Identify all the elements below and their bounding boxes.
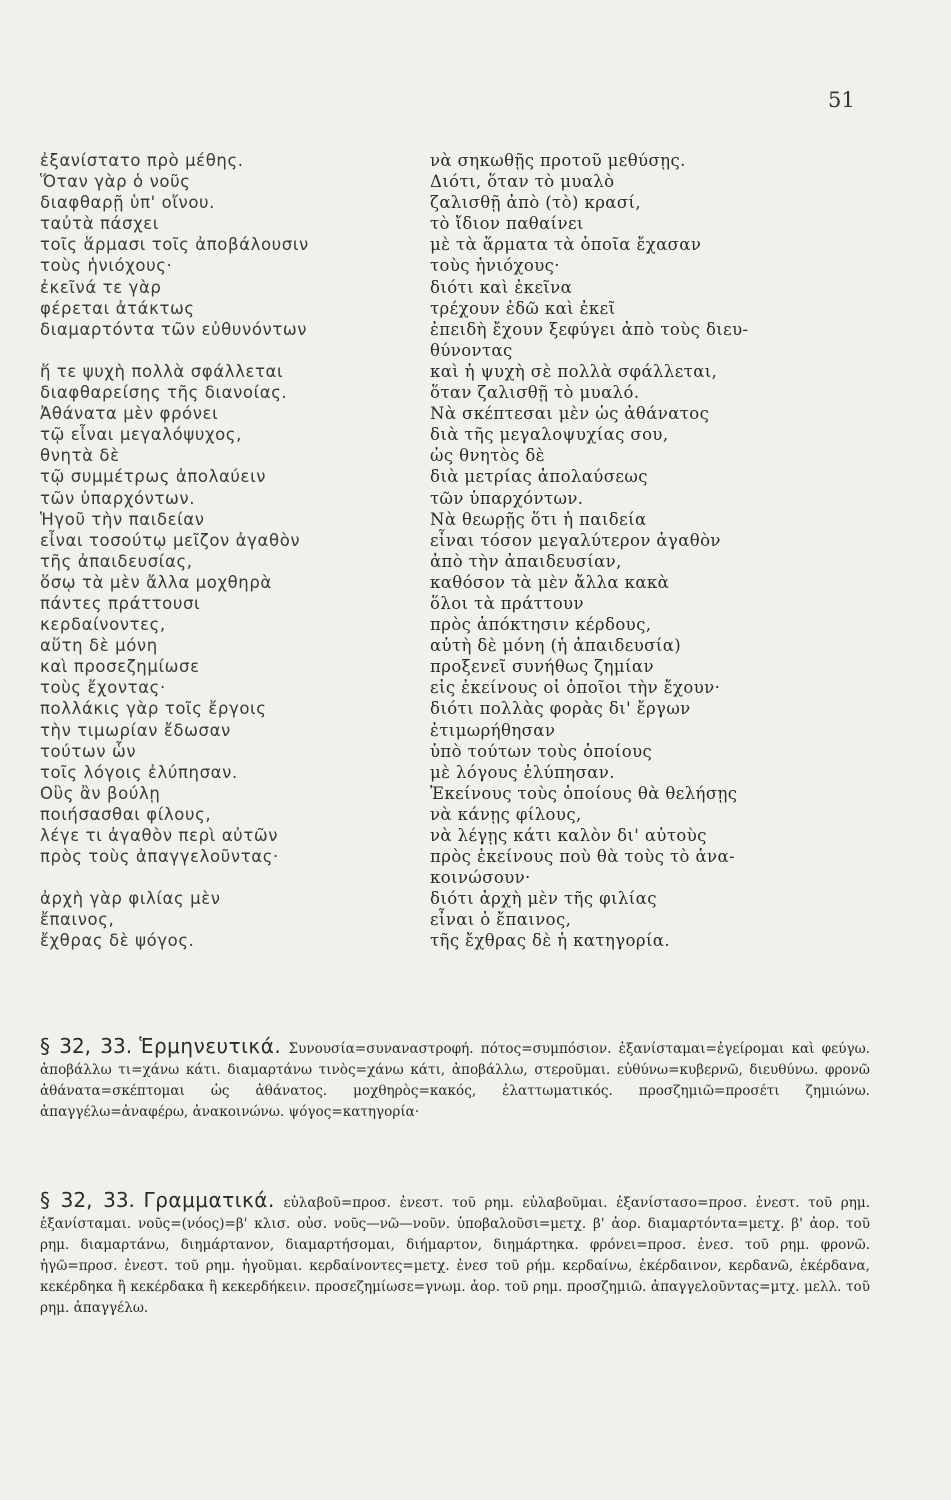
translation-line: διότι πολλὰς φορὰς δι' ἔργων (430, 699, 691, 719)
modern-greek-translation-column (430, 150, 900, 952)
translation-line: νὰ σηκωθῇς προτοῦ μεθύσῃς. (430, 151, 686, 170)
ancient-text-line: ἀρχὴ γὰρ φιλίας μὲν (40, 889, 221, 909)
translation-line: νὰ κάνῃς φίλους, (430, 804, 582, 824)
translation-line: πρὸς ἀπόκτησιν κέρδους, (430, 615, 652, 635)
ancient-text-line: τούτων ὧν (40, 741, 137, 761)
ancient-text-line: διαφθαρῇ ὑπ' οἴνου. (40, 193, 216, 213)
ancient-text-line: ἐξανίστατο πρὸ μέθης. (40, 151, 244, 170)
translation-line: Νὰ σκέπτεσαι μὲν ὡς ἀθάνατος (430, 404, 710, 424)
ancient-text-line: διαφθαρείσης τῆς διανοίας. (40, 383, 288, 403)
ancient-text-line: ἔπαινος, (40, 910, 115, 930)
translation-line: ζαλισθῇ ἀπὸ (τὸ) κρασί, (430, 193, 642, 213)
ancient-text-line: τοῖς ἅρμασι τοῖς ἀποβάλουσιν (40, 235, 309, 255)
hermeneutika-heading: Ἑρμηνευτικά. (139, 1034, 282, 1058)
translation-line: τῶν ὑπαρχόντων. (430, 488, 584, 508)
ancient-text-line: κερδαίνοντες, (40, 615, 166, 635)
translation-line: διὰ τῆς μεγαλοψυχίας σου, (430, 425, 669, 445)
ancient-text-line: Ἡγοῦ τὴν παιδείαν (40, 509, 205, 529)
ancient-text-line: θνητὰ δὲ (40, 446, 120, 466)
translation-line: ἐπειδὴ ἔχουν ξεφύγει ἀπὸ τοὺς διευ- (430, 319, 749, 339)
ancient-text-line: διαμαρτόντα τῶν εὐθυνόντων (40, 319, 308, 339)
ancient-text-line: τῷ συμμέτρως ἀπολαύειν (40, 467, 267, 487)
translation-line: ὡς θνητὸς δὲ (430, 446, 545, 466)
grammatika-text: εὐλαβοῦ=προσ. ἐνεστ. τοῦ ρημ. εὐλαβοῦμαι. ἐξανίστασο=προσ. ἐνεστ. τοῦ ρημ. ἐξανίσταμαι. νοῦς=(νόος)=β' κλισ. οὐσ. νοῦς—νῶ—νοῦν. ὑποβαλοῦσι=μετχ. β' ἀορ. διαμαρτόντα=μετχ. β' ἀορ. τοῦ ρημ. διαμαρτάνω, διημάρτανον, διαμαρτήσομαι, διήμαρτον, διημάρτηκα. φρόνει=προσ. ἐνεσ. τοῦ ρημ. φρονῶ. ἡγῶ=προσ. ἐνεστ. τοῦ ρημ. ἡγοῦμαι. κερδαίνοντες=μετχ. ἐνεσ τοῦ ρήμ. κερδαίνω, ἐκέρδαινον, κερδανῶ, ἐκέρδανα, κεκέρδηκα ἢ κεκέρδακα ἢ κεκερδήκειν. προσεζημίωσε=γνωμ. ἀορ. τοῦ ρημ. προσζημιῶ. ἀπαγγελοῦντας=μτχ. μελλ. τοῦ ρημ. ἀπαγγέλω. (40, 1195, 871, 1316)
translation-line: καὶ ἡ ψυχὴ σὲ πολλὰ σφάλλεται, (430, 361, 718, 381)
translation-line: Διότι, ὅταν τὸ μυαλὸ (430, 172, 615, 192)
ancient-text-line: τοὺς ἡνιόχους· (40, 256, 173, 276)
ancient-greek-text-column (40, 150, 420, 952)
translation-line: Νὰ θεωρῇς ὅτι ἡ παιδεία (430, 509, 647, 529)
ancient-text-line: ὅσῳ τὰ μὲν ἄλλα μοχθηρὰ (40, 572, 272, 592)
ancient-text-line: τῆς ἀπαιδευσίας, (40, 551, 193, 571)
translation-line: αὐτὴ δὲ μόνη (ἡ ἀπαιδευσία) (430, 636, 682, 656)
ancient-text-line: καὶ προσεζημίωσε (40, 657, 200, 677)
ancient-text-line: Οὓς ἂν βούλῃ (40, 783, 161, 803)
translation-line: διότι καὶ ἐκεῖνα (430, 277, 573, 297)
translation-line: διὰ μετρίας ἀπολαύσεως (430, 467, 648, 487)
translation-line: διότι ἀρχὴ μὲν τῆς φιλίας (430, 889, 657, 909)
translation-line: νὰ λέγῃς κάτι καλὸν δι' αὐτοὺς (430, 826, 707, 845)
grammatika-heading: Γραμματικά. (143, 1188, 275, 1212)
ancient-text-line: τοῖς λόγοις ἐλύπησαν. (40, 762, 238, 782)
ancient-text-line: πολλάκις γὰρ τοῖς ἔργοις (40, 699, 267, 719)
ancient-text-line: τῷ εἶναι μεγαλόψυχος, (40, 425, 242, 445)
page-number: 51 (828, 88, 855, 112)
translation-line: μὲ λόγους ἐλύπησαν. (430, 762, 615, 782)
translation-line: εἶναι ὁ ἔπαινος, (430, 910, 572, 930)
ancient-text-line: ταὐτὰ πάσχει (40, 214, 159, 234)
translation-line: ὑπὸ τούτων τοὺς ὁποίους (430, 741, 653, 761)
grammatika-notes (40, 1190, 870, 1319)
ancient-text-line: πάντες πράττουσι (40, 593, 201, 613)
hermeneutika-text: Συνουσία=συναναστροφή. πότος=συμπόσιον. ἐξανίσταμαι=ἐγείρομαι καὶ φεύγω. ἀποβάλλω τι=χάνω κάτι. διαμαρτάνω τινὸς=χάνω κάτι, ἀποβάλλω, στεροῦμαι. εὐθύνω=κυβερνῶ, διευθύνω. φρονῶ ἀθάνατα=σκέπτομαι ὡς ἀθάνατος. μοχθηρὸς=κακός, ἐλαττωματικός. προσζημιῶ=προσέτι ζημιώνω. ἀπαγγέλω=ἀναφέρω, ἀνακοινώνω. ψόγος=κατηγορία· (40, 1041, 870, 1120)
translation-line: ἐτιμωρήθησαν (430, 720, 556, 740)
translation-line: τοὺς ἡνιόχους· (430, 256, 560, 276)
grammatika-paragraph (40, 1190, 870, 1319)
ancient-text-line: πρὸς τοὺς ἀπαγγελοῦντας· (40, 847, 279, 867)
translation-line: εἶναι τόσον μεγαλύτερον ἀγαθὸν (430, 530, 721, 550)
ancient-text-line: ποιήσασθαι φίλους, (40, 804, 212, 824)
translation-line: ὅταν ζαλισθῇ τὸ μυαλό. (430, 383, 640, 403)
translation-line: εἰς ἐκείνους οἱ ὁποῖοι τὴν ἔχουν· (430, 678, 721, 698)
translation-line: ὅλοι τὰ πράττουν (430, 593, 584, 613)
ancient-text-line: Ἀθάνατα μὲν φρόνει (40, 404, 219, 424)
ancient-text-line: ἥ τε ψυχὴ πολλὰ σφάλλεται (40, 361, 284, 381)
ancient-text-line: τῶν ὑπαρχόντων. (40, 488, 196, 508)
ancient-text-line (40, 340, 420, 361)
translation-line: πρὸς ἐκείνους ποὺ θὰ τοὺς τὸ ἀνα- (430, 847, 735, 867)
hermeneutika-paragraph (40, 1036, 870, 1123)
ancient-text-line: εἶναι τοσούτῳ μεῖζον ἀγαθὸν (40, 530, 301, 550)
ancient-text-line: λέγε τι ἀγαθὸν περὶ αὐτῶν (40, 826, 279, 845)
translation-line: ἀπὸ τὴν ἀπαιδευσίαν, (430, 551, 622, 571)
translation-line: τῆς ἔχθρας δὲ ἡ κατηγορία. (430, 931, 670, 951)
translation-line: κοινώσουν· (430, 868, 531, 888)
ancient-text-line: τὴν τιμωρίαν ἔδωσαν (40, 720, 231, 740)
ancient-text-line (40, 867, 420, 888)
hermeneutika-notes (40, 1036, 870, 1123)
ancient-text-line: ἔχθρας δὲ ψόγος. (40, 931, 195, 951)
ancient-text-line: Ὅταν γὰρ ὁ νοῦς (40, 172, 191, 192)
hermeneutika-section-mark: § 32, 33. (40, 1034, 133, 1058)
translation-line: μὲ τὰ ἅρματα τὰ ὁποῖα ἔχασαν (430, 235, 702, 255)
translation-line: προξενεῖ συνήθως ζημίαν (430, 657, 654, 677)
translation-line: Ἐκείνους τοὺς ὁποίους θὰ θελήσῃς (430, 783, 738, 803)
translation-line: τρέχουν ἐδῶ καὶ ἐκεῖ (430, 298, 616, 318)
ancient-text-line: αὕτη δὲ μόνη (40, 636, 158, 656)
ancient-text-line: τοὺς ἔχοντας· (40, 678, 166, 698)
translation-line: καθόσον τὰ μὲν ἄλλα κακὰ (430, 572, 670, 592)
grammatika-section-mark: § 32, 33. (40, 1188, 135, 1212)
translation-line: θύνοντας (430, 340, 513, 360)
ancient-text-line: φέρεται ἀτάκτως (40, 298, 195, 318)
translation-line: τὸ ἴδιον παθαίνει (430, 214, 584, 234)
ancient-text-line: ἐκεῖνά τε γὰρ (40, 277, 162, 297)
